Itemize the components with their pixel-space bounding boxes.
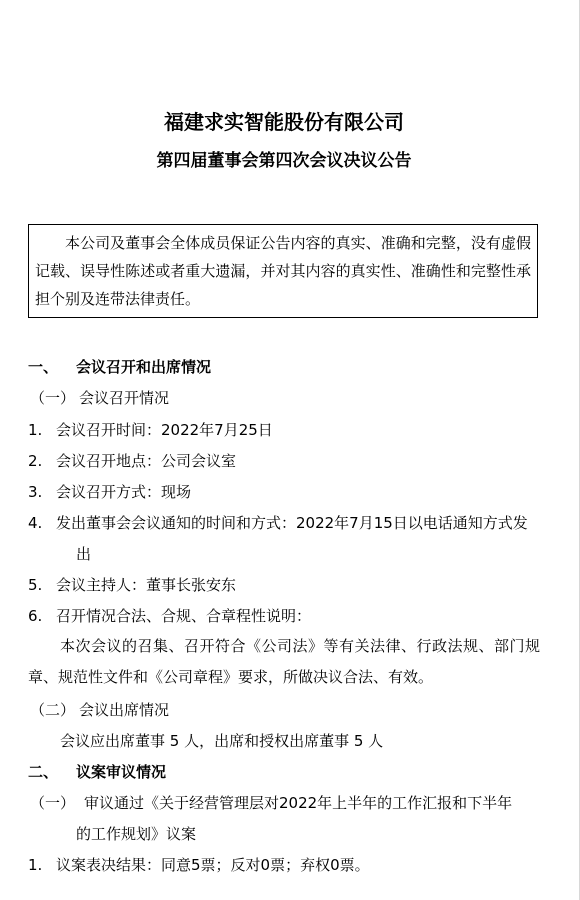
disclaimer-box: 本公司及董事会全体成员保证公告内容的真实、准确和完整，没有虚假记载、误导性陈述或者重大遗漏，并对其内容的真实性、准确性和完整性承担个别及连带法律责任。 bbox=[28, 224, 538, 318]
item-2-number: 2. bbox=[28, 452, 43, 470]
section2-sub1-continuation: 的工作规划》议案 bbox=[76, 825, 197, 843]
section2-number: 二、 bbox=[28, 763, 59, 781]
legality-paragraph: 本次会议的召集、召开符合《公司法》等有关法律、行政法规、部门规章、规范性文件和《公司章程》要求，所做决议合法、有效。 bbox=[28, 637, 540, 686]
section1-sub2-number: （二） bbox=[30, 701, 76, 719]
item-3-text: 会议召开方式：现场 bbox=[56, 483, 192, 501]
notice-title: 第四届董事会第四次会议决议公告 bbox=[156, 151, 412, 171]
item-4-number: 4. bbox=[28, 514, 43, 532]
item-3-number: 3. bbox=[28, 483, 43, 501]
item-5-text: 会议主持人：董事长张安东 bbox=[56, 576, 237, 594]
item-2-text: 会议召开地点：公司会议室 bbox=[56, 452, 237, 470]
item-6-number: 6. bbox=[28, 607, 43, 625]
item-4-continuation: 出 bbox=[76, 545, 92, 563]
attendance-text: 会议应出席董事 5 人，出席和授权出席董事 5 人 bbox=[60, 732, 384, 750]
section1-number: 一、 bbox=[28, 358, 59, 376]
item-5-number: 5. bbox=[28, 576, 43, 594]
section1-sub1-number: （一） bbox=[30, 389, 76, 407]
section2-sub1-number: （一） bbox=[30, 794, 76, 812]
vote-result-text: 议案表决结果：同意5票；反对0票；弃权0票。 bbox=[56, 856, 370, 874]
item-4-text: 发出董事会会议通知的时间和方式：2022年7月15日以电话通知方式发 bbox=[56, 514, 528, 532]
section1-title: 会议召开和出席情况 bbox=[76, 358, 212, 376]
section2-title: 议案审议情况 bbox=[76, 763, 167, 781]
company-title: 福建求实智能股份有限公司 bbox=[164, 110, 404, 134]
item-6-text: 召开情况合法、合规、合章程性说明： bbox=[56, 607, 312, 625]
section2-sub1-text: 审议通过《关于经营管理层对2022年上半年的工作汇报和下半年 bbox=[84, 794, 513, 812]
vote-number: 1. bbox=[28, 856, 43, 874]
item-1-text: 会议召开时间：2022年7月25日 bbox=[56, 421, 273, 439]
item-1-number: 1. bbox=[28, 421, 43, 439]
section1-sub2-title: 会议出席情况 bbox=[79, 701, 170, 719]
section1-sub1-title: 会议召开情况 bbox=[79, 389, 170, 407]
